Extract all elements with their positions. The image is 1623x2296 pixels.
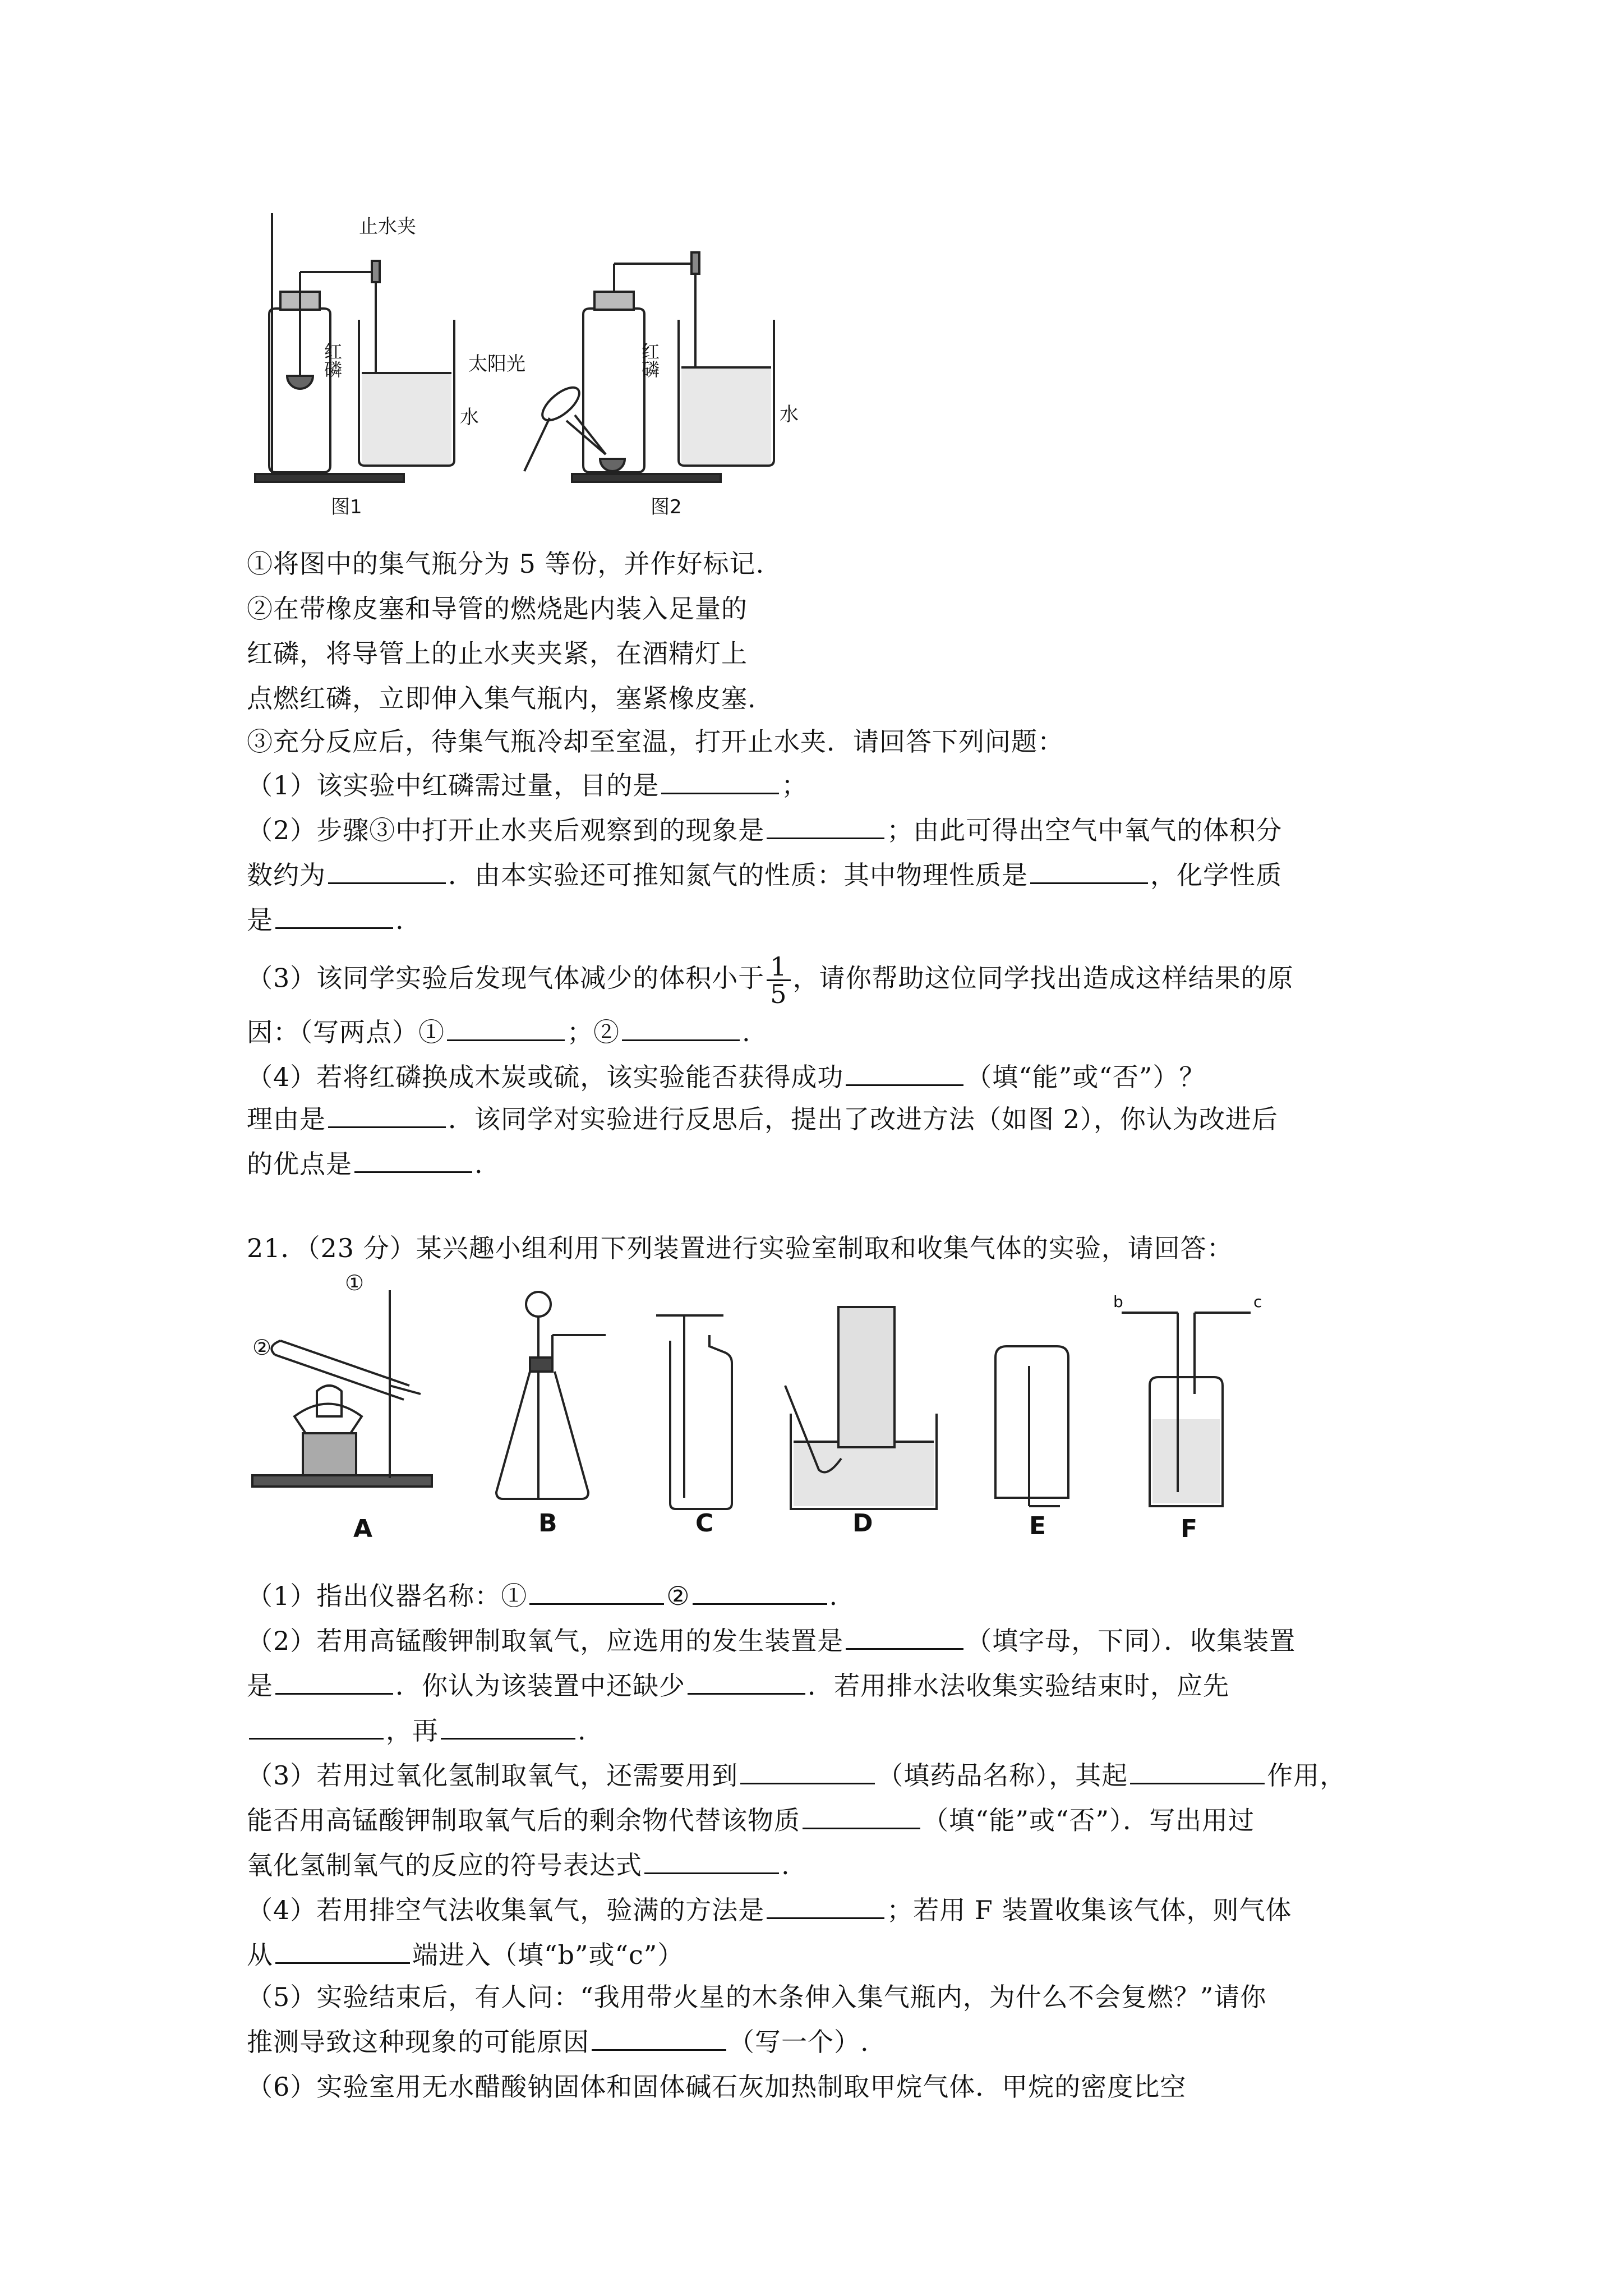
q21-part2-line2: 是 ．你认为该装置中还缺少 ．若用排水法收集实验结束时，应先 bbox=[247, 1671, 1229, 1701]
q21-part2: （2）若用高锰酸钾制取氧气，应选用的发生装置是 （填字母，下同）．收集装置 bbox=[247, 1626, 1296, 1656]
marker-2: ② bbox=[252, 1335, 272, 1360]
answer-blank[interactable] bbox=[275, 1940, 410, 1964]
q20-step1: ①将图中的集气瓶分为 5 等份，并作好标记. bbox=[247, 549, 765, 579]
q20-part4: （4）若将红磷换成木炭或硫，该实验能否获得成功 （填“能”或“否”）？ bbox=[247, 1062, 1206, 1092]
caption-figure-2: 图2 bbox=[651, 496, 682, 518]
q20-part2: （2）步骤③中打开止水夹后观察到的现象是 ；由此可得出空气中氧气的体积分 bbox=[247, 815, 1283, 845]
q21-part3: （3）若用过氧化氢制取氧气，还需要用到 （填药品名称），其起 作用， bbox=[247, 1760, 1347, 1791]
q21-part1: （1）指出仪器名称：① ② . bbox=[247, 1581, 838, 1611]
answer-blank[interactable] bbox=[328, 1104, 446, 1128]
caption-figure-1: 图1 bbox=[331, 496, 362, 518]
answer-blank[interactable] bbox=[622, 1017, 740, 1041]
answer-blank[interactable] bbox=[447, 1017, 565, 1041]
label-sunlight: 太阳光 bbox=[468, 353, 525, 375]
answer-blank[interactable] bbox=[767, 815, 884, 839]
apparatus-label-B: B bbox=[538, 1509, 557, 1538]
answer-blank[interactable] bbox=[275, 1671, 393, 1695]
figure-air-oxygen-experiment bbox=[247, 208, 808, 527]
q21-part5-line2: 推测导致这种现象的可能原因 （写一个）. bbox=[247, 2027, 869, 2057]
q20-part2-line2: 数约为 ．由本实验还可推知氮气的性质：其中物理性质是 ，化学性质 bbox=[247, 860, 1282, 890]
answer-blank[interactable] bbox=[529, 1581, 664, 1605]
fraction-one-fifth: $\frac{1}{5}$ bbox=[767, 954, 790, 1007]
q21-part5: （5）实验结束后，有人问：“我用带火星的木条伸入集气瓶内，为什么不会复燃？”请你 bbox=[247, 1982, 1267, 2012]
q21-intro: 21．（23 分）某兴趣小组利用下列装置进行实验室制取和收集气体的实验，请回答： bbox=[247, 1233, 1233, 1263]
apparatus-label-F: F bbox=[1181, 1515, 1198, 1543]
q20-part2-line3: 是 . bbox=[247, 905, 404, 935]
answer-blank[interactable] bbox=[644, 1850, 779, 1874]
q21-part2-line3: ，再 . bbox=[247, 1714, 587, 1747]
q20-step2b: 红磷，将导管上的止水夹夹紧，在酒精灯上 bbox=[247, 638, 748, 669]
apparatus-label-E: E bbox=[1029, 1512, 1046, 1540]
q20-step2a: ②在带橡皮塞和导管的燃烧匙内装入足量的 bbox=[247, 593, 748, 624]
marker-1: ① bbox=[345, 1273, 365, 1295]
apparatus-label-D: D bbox=[852, 1509, 873, 1538]
q20-part3-line2: 因：（写两点）① ；② . bbox=[247, 1017, 751, 1047]
q20-part3: （3）该同学实验后发现气体减少的体积小于 $\frac{1}{5}$ ，请你帮助这位同学找出造成这样结果的原 bbox=[247, 951, 1294, 1009]
q20-part4-line2: 理由是 ．该同学对实验进行反思后，提出了改进方法（如图 2），你认为改进后 bbox=[247, 1104, 1278, 1134]
q20-step3: ③充分反应后，待集气瓶冷却至室温，打开止水夹．请回答下列问题： bbox=[247, 726, 1064, 757]
answer-blank[interactable] bbox=[1030, 860, 1148, 884]
answer-blank[interactable] bbox=[441, 1715, 575, 1740]
label-phosphorus-1: 红磷 bbox=[321, 342, 343, 378]
answer-blank[interactable] bbox=[249, 1715, 384, 1740]
q21-part4-line2: 从 端进入（填“b”或“c”） bbox=[247, 1940, 684, 1970]
answer-blank[interactable] bbox=[592, 2027, 726, 2051]
answer-blank[interactable] bbox=[846, 1626, 963, 1650]
answer-blank[interactable] bbox=[1130, 1760, 1265, 1784]
port-c: c bbox=[1253, 1292, 1262, 1311]
answer-blank[interactable] bbox=[688, 1671, 805, 1695]
q21-part3-line3: 氧化氢制氧气的反应的符号表达式 . bbox=[247, 1850, 790, 1880]
answer-blank[interactable] bbox=[740, 1760, 875, 1784]
q20-part1: （1）该实验中红磷需过量，目的是 ； bbox=[247, 770, 808, 800]
label-clamp: 止水夹 bbox=[359, 215, 416, 238]
q20-part4-line3: 的优点是 . bbox=[247, 1149, 483, 1179]
port-b: b bbox=[1113, 1292, 1123, 1311]
answer-blank[interactable] bbox=[846, 1062, 963, 1086]
q21-part6: （6）实验室用无水醋酸钠固体和固体碱石灰加热制取甲烷气体．甲烷的密度比空 bbox=[247, 2072, 1187, 2102]
apparatus-label-A: A bbox=[353, 1515, 373, 1543]
label-water-2: 水 bbox=[780, 403, 799, 426]
apparatus-label-C: C bbox=[695, 1509, 714, 1538]
answer-blank[interactable] bbox=[354, 1149, 472, 1173]
label-phosphorus-2: 红磷 bbox=[639, 342, 660, 378]
answer-blank[interactable] bbox=[328, 860, 446, 884]
answer-blank[interactable] bbox=[767, 1895, 884, 1919]
figure-gas-apparatus bbox=[247, 1273, 1368, 1565]
answer-blank[interactable] bbox=[693, 1581, 827, 1605]
answer-blank[interactable] bbox=[803, 1805, 920, 1829]
q20-step2c: 点燃红磷，立即伸入集气瓶内，塞紧橡皮塞. bbox=[247, 683, 757, 714]
answer-blank[interactable] bbox=[661, 770, 779, 794]
answer-blank[interactable] bbox=[275, 905, 393, 929]
q21-part4: （4）若用排空气法收集氧气，验满的方法是 ；若用 F 装置收集该气体，则气体 bbox=[247, 1895, 1292, 1925]
label-water-1: 水 bbox=[460, 406, 479, 429]
q21-part3-line2: 能否用高锰酸钾制取氧气后的剩余物代替该物质 （填“能”或“否”）．写出用过 bbox=[247, 1805, 1255, 1835]
